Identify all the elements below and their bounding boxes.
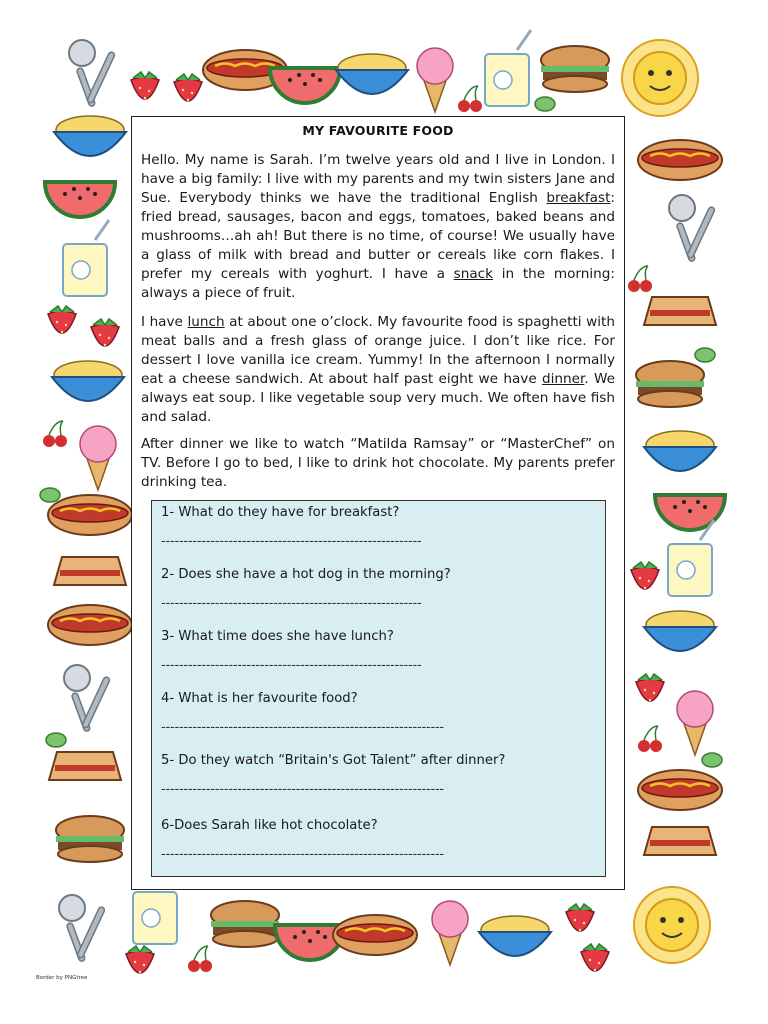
question-5: 5- Do they watch “Britain's Got Talent” after dinner? (161, 753, 506, 768)
underlined-word-snack: snack (453, 266, 494, 282)
paragraph-text: at about one o’clock. My favourite food is spaghetti with meat balls and a fresh glass of orange juice. I don’t like rice. For dessert I love vanilla ice cream. Yummy! In the afternoon I normally eat a cheese sandwich. At about half past eight we have (141, 314, 615, 387)
question-6: 6-Does Sarah like hot chocolate? (161, 818, 378, 833)
paragraph-text: I have (141, 314, 188, 330)
answer-line-4[interactable]: --------------------------------------------------------------- (161, 720, 444, 735)
paragraph-after-dinner: After dinner we like to watch “Matilda Ramsay” or “MasterChef” on TV. Before I go to bed, I like to drink hot chocolate. My parents prefer drinking tea. (141, 436, 615, 490)
page-title: MY FAVOURITE FOOD (302, 123, 454, 138)
answer-line-3[interactable]: ---------------------------------------------------------- (161, 658, 422, 673)
paragraph-text: Hello. My name is Sarah. I’m twelve years old and I live in London. I have a big family: I live with my parents and my twin sisters Jane and Sue. Everybody thinks we have the traditional English (141, 152, 615, 206)
worksheet-panel (131, 116, 625, 890)
question-1: 1- What do they have for breakfast? (161, 505, 400, 520)
underlined-word-breakfast: breakfast (546, 190, 611, 206)
paragraph-text: : fried bread, sausages, bacon and eggs, tomatoes, baked beans and mushrooms…ah ah! But there is no time, of course! We usually have a glass of milk with bread and butter or cereals like corn flakes. I prefer my cereals with yoghurt. I have a (141, 190, 615, 282)
paragraph-text: in the morning: always a piece of fruit. (141, 266, 615, 301)
question-2: 2- Does she have a hot dog in the morning? (161, 567, 451, 582)
answer-line-2[interactable]: ---------------------------------------------------------- (161, 596, 422, 611)
answer-line-1[interactable]: ---------------------------------------------------------- (161, 534, 422, 549)
underlined-word-dinner: dinner (542, 371, 585, 387)
border-credit: Border by PNGtree (36, 975, 88, 981)
paragraph-breakfast (141, 151, 615, 303)
questions-box (151, 500, 606, 877)
paragraph-lunch-dinner (141, 313, 615, 427)
question-3: 3- What time does she have lunch? (161, 629, 394, 644)
answer-line-6[interactable]: --------------------------------------------------------------- (161, 847, 444, 862)
underlined-word-lunch: lunch (187, 314, 225, 330)
paragraph-text: . We always eat soup. I like vegetable soup very much. We often have fish and salad. (141, 371, 615, 425)
question-4: 4- What is her favourite food? (161, 691, 358, 706)
answer-line-5[interactable]: --------------------------------------------------------------- (161, 782, 444, 797)
